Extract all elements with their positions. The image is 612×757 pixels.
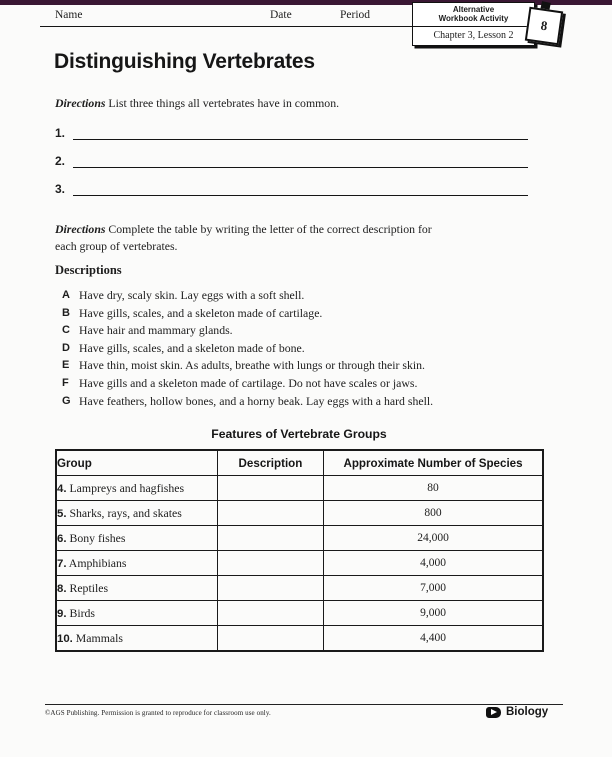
table-row	[56, 501, 543, 526]
description-text: Have dry, scaly skin. Lay eggs with a soft shell.	[79, 288, 305, 302]
group-cell	[56, 601, 217, 626]
publisher-brand	[486, 706, 548, 718]
description-item-e	[62, 357, 577, 375]
description-answer-cell[interactable]	[217, 551, 323, 576]
group-cell	[56, 576, 217, 601]
table-row	[56, 551, 543, 576]
group-cell	[56, 476, 217, 501]
copyright-text: ©AGS Publishing. Permission is granted to reproduce for classroom use only.	[45, 709, 271, 717]
row-number: 8.	[57, 582, 67, 595]
table-row	[56, 626, 543, 652]
species-count-cell: 80	[324, 476, 543, 501]
description-letter: G	[62, 394, 71, 407]
badge-kind-line1: Alternative	[452, 5, 495, 14]
directions-2-text: Complete the table by writing the letter of the correct description for each group of vertebrates.	[55, 222, 432, 253]
group-cell	[56, 526, 217, 551]
table-row	[56, 576, 543, 601]
period-label: Period	[340, 9, 371, 21]
activity-number-tile: 8	[525, 7, 563, 45]
answer-blank-3[interactable]	[55, 182, 528, 196]
vertebrate-groups-table	[55, 449, 544, 652]
row-number: 4.	[57, 482, 67, 495]
group-name: Mammals	[72, 630, 123, 645]
group-cell	[56, 501, 217, 526]
description-letter: B	[62, 306, 70, 319]
description-answer-cell[interactable]	[217, 476, 323, 501]
workbook-activity-badge	[412, 2, 535, 46]
table-row	[56, 601, 543, 626]
species-count-cell: 4,000	[324, 551, 543, 576]
directions-1	[55, 96, 525, 111]
directions-2-label: Directions	[55, 222, 106, 236]
column-header-species: Approximate Number of Species	[324, 450, 543, 476]
blank-number: 3.	[55, 182, 66, 196]
description-text: Have gills, scales, and a skeleton made of cartilage.	[79, 305, 323, 320]
blank-number: 2.	[55, 154, 66, 168]
table-row	[56, 476, 543, 501]
badge-kind	[413, 3, 534, 27]
description-answer-cell[interactable]	[217, 601, 323, 626]
descriptions-list	[62, 287, 577, 410]
row-number: 10.	[57, 632, 73, 645]
blank-line[interactable]	[73, 126, 528, 140]
group-name: Lampreys and hagfishes	[66, 480, 185, 495]
description-item-c	[62, 322, 577, 340]
species-count-cell: 4,400	[324, 626, 543, 652]
description-item-d	[62, 340, 577, 358]
species-count-cell: 800	[324, 501, 543, 526]
species-count-cell: 7,000	[324, 576, 543, 601]
description-letter: D	[62, 341, 70, 354]
table-row	[56, 526, 543, 551]
blank-number: 1.	[55, 126, 66, 140]
row-number: 5.	[57, 507, 67, 520]
directions-1-text: List three things all vertebrates have in common.	[105, 96, 340, 110]
description-answer-cell[interactable]	[217, 576, 323, 601]
table-caption: Features of Vertebrate Groups	[211, 427, 387, 441]
group-name: Amphibians	[66, 555, 127, 570]
descriptions-heading: Descriptions	[55, 263, 122, 277]
page-title: Distinguishing Vertebrates	[54, 50, 315, 73]
group-name: Reptiles	[66, 580, 109, 595]
description-letter: A	[62, 289, 70, 301]
badge-chapter-lesson: Chapter 3, Lesson 2	[433, 30, 514, 42]
name-label: Name	[55, 9, 83, 21]
description-answer-cell[interactable]	[217, 501, 323, 526]
row-number: 6.	[57, 532, 67, 545]
description-text: Have gills, scales, and a skeleton made of bone.	[79, 340, 305, 355]
blank-line[interactable]	[73, 154, 528, 168]
answer-blank-1[interactable]	[55, 126, 528, 140]
description-answer-cell[interactable]	[217, 526, 323, 551]
species-count-cell: 24,000	[324, 526, 543, 551]
description-item-f	[62, 375, 577, 393]
description-item-g	[62, 393, 577, 411]
group-cell	[56, 551, 217, 576]
group-cell	[56, 626, 217, 652]
group-name: Sharks, rays, and skates	[66, 505, 182, 520]
answer-blank-2[interactable]	[55, 154, 528, 168]
description-letter: F	[62, 376, 69, 389]
description-item-b	[62, 305, 577, 323]
footer-rule	[45, 704, 563, 705]
table-header-row	[56, 450, 543, 476]
directions-1-label: Directions	[55, 96, 106, 110]
directions-2	[55, 221, 445, 255]
description-letter: E	[62, 359, 70, 372]
description-item-a	[62, 287, 577, 305]
ags-logo-icon	[486, 707, 501, 718]
group-name: Bony fishes	[66, 530, 126, 545]
group-name: Birds	[66, 605, 96, 620]
species-count-cell: 9,000	[324, 601, 543, 626]
column-header-group: Group	[56, 450, 217, 476]
description-letter: C	[62, 324, 70, 337]
brand-name: Biology	[506, 706, 549, 718]
description-text: Have thin, moist skin. As adults, breathe with lungs or through their skin.	[79, 358, 426, 373]
column-header-description: Description	[217, 450, 323, 476]
badge-kind-line2: Workbook Activity	[438, 14, 509, 24]
description-text: Have hair and mammary glands.	[79, 323, 233, 338]
description-text: Have feathers, hollow bones, and a horny beak. Lay eggs with a hard shell.	[79, 393, 434, 408]
blank-line[interactable]	[73, 182, 528, 196]
name-date-period-rule	[40, 26, 432, 27]
date-label: Date	[270, 9, 292, 21]
description-text: Have gills and a skeleton made of cartilage. Do not have scales or jaws.	[79, 375, 418, 390]
row-number: 9.	[57, 607, 67, 620]
row-number: 7.	[57, 557, 67, 570]
description-answer-cell[interactable]	[217, 626, 323, 652]
